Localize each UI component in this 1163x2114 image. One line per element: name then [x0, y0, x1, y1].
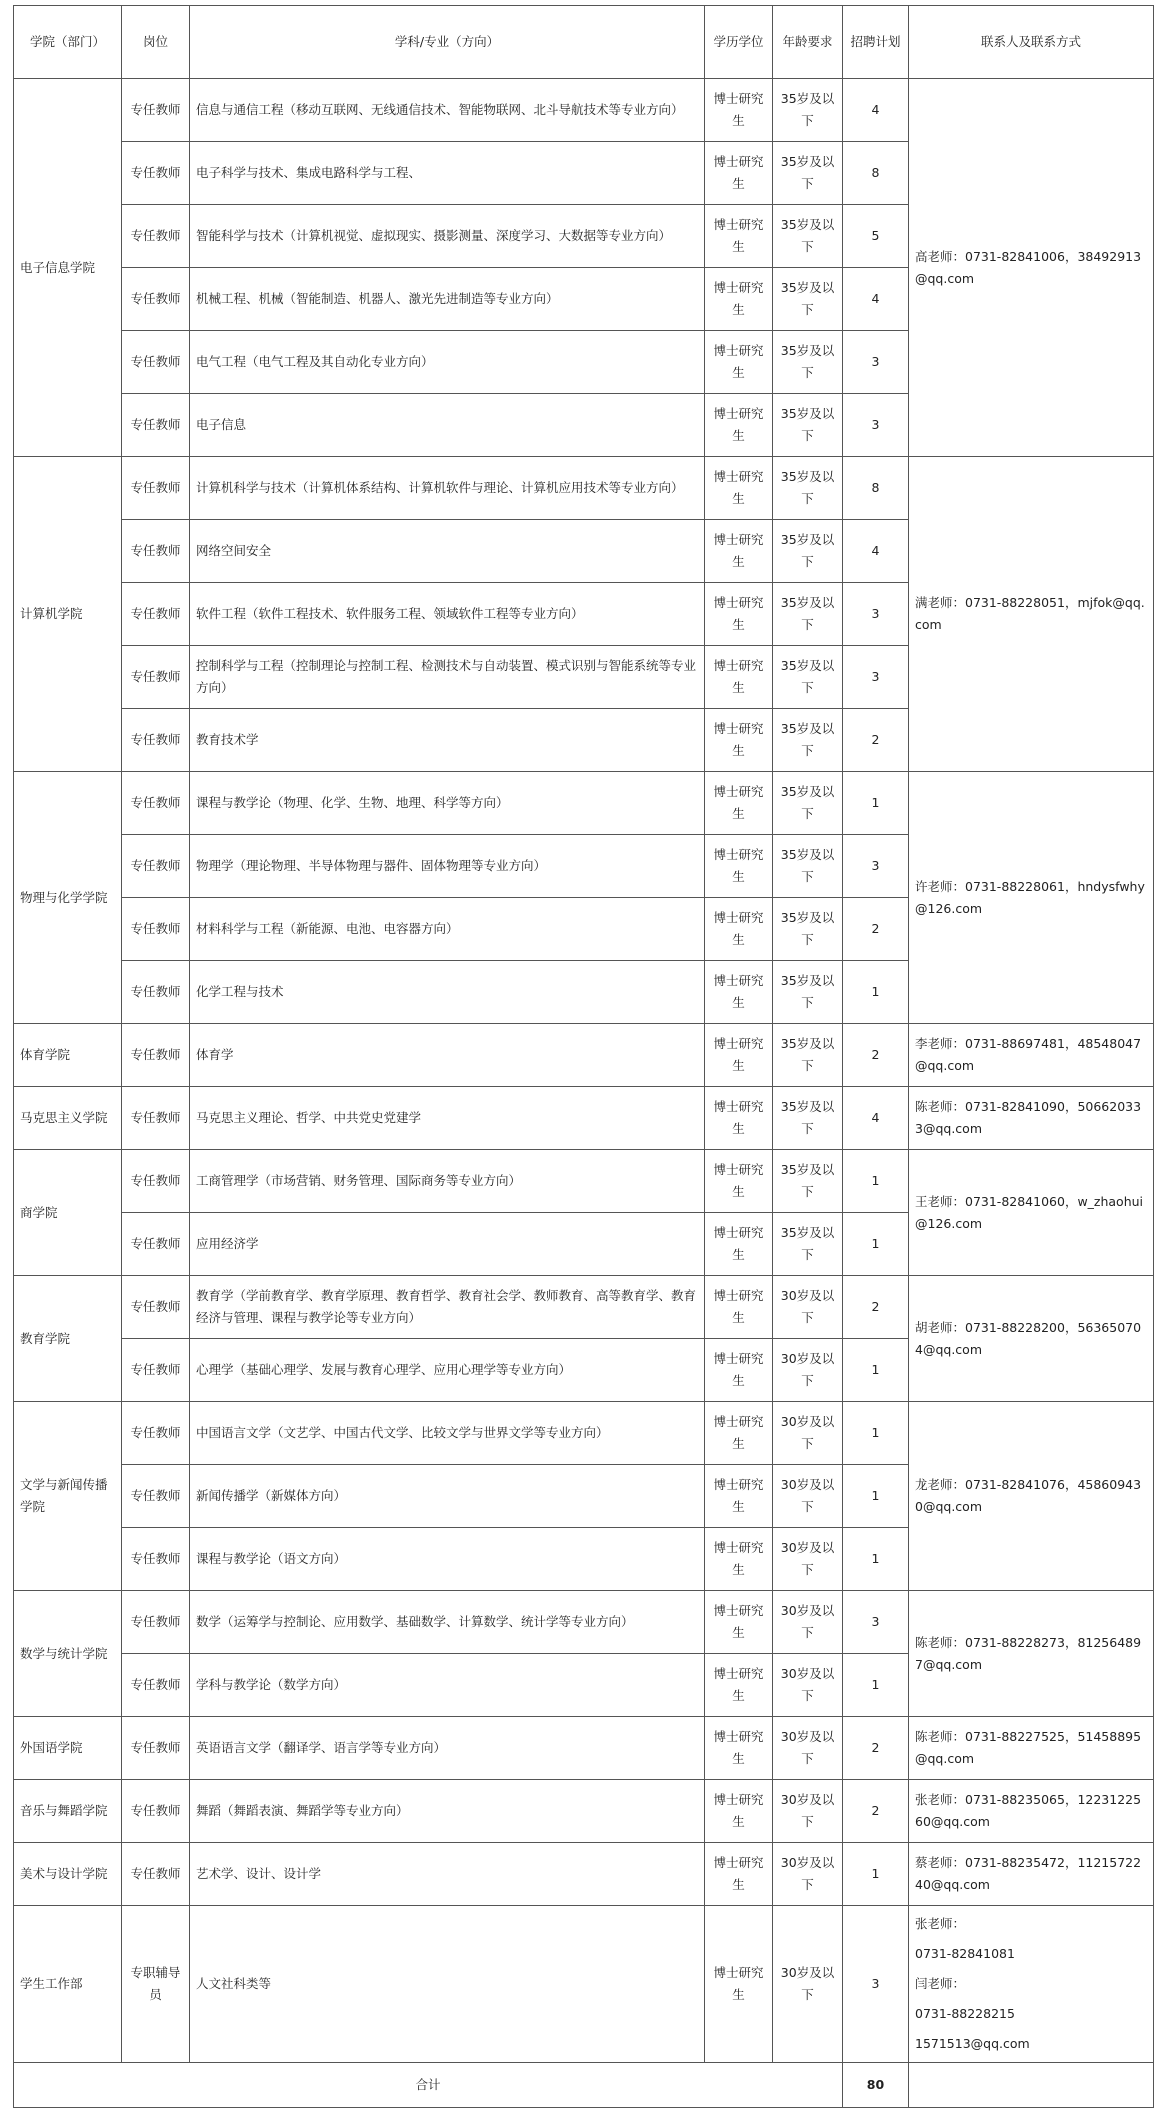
subject-cell: 舞蹈（舞蹈表演、舞蹈学等专业方向） — [190, 1780, 705, 1843]
plan-cell: 3 — [843, 583, 909, 646]
subject-cell: 学科与教学论（数学方向） — [190, 1654, 705, 1717]
contact-cell: 胡老师：0731-88228200，563650704@qq.com — [909, 1276, 1154, 1402]
degree-cell: 博士研究生 — [705, 1780, 773, 1843]
position-cell: 专任教师 — [122, 646, 190, 709]
plan-cell: 5 — [843, 205, 909, 268]
table-row — [14, 772, 1154, 835]
subject-cell: 数学（运筹学与控制论、应用数学、基础数学、计算数学、统计学等专业方向） — [190, 1591, 705, 1654]
plan-cell: 3 — [843, 394, 909, 457]
subject-cell: 智能科学与技术（计算机视觉、虚拟现实、摄影测量、深度学习、大数据等专业方向） — [190, 205, 705, 268]
position-cell: 专任教师 — [122, 709, 190, 772]
degree-cell: 博士研究生 — [705, 1024, 773, 1087]
header-subject: 学科/专业（方向） — [190, 6, 705, 79]
position-cell: 专任教师 — [122, 1591, 190, 1654]
plan-cell: 3 — [843, 646, 909, 709]
position-cell: 专职辅导员 — [122, 1906, 190, 2063]
contact-line: 0731-88228215 — [915, 2006, 1015, 2021]
age-cell: 35岁及以下 — [773, 457, 843, 520]
college-cell: 商学院 — [14, 1150, 122, 1276]
table-row — [14, 1591, 1154, 1654]
age-cell: 30岁及以下 — [773, 1339, 843, 1402]
position-cell: 专任教师 — [122, 1654, 190, 1717]
subject-cell: 物理学（理论物理、半导体物理与器件、固体物理等专业方向） — [190, 835, 705, 898]
college-cell: 数学与统计学院 — [14, 1591, 122, 1717]
position-cell: 专任教师 — [122, 268, 190, 331]
age-cell: 30岁及以下 — [773, 1654, 843, 1717]
degree-cell: 博士研究生 — [705, 898, 773, 961]
degree-cell: 博士研究生 — [705, 961, 773, 1024]
table-row — [14, 457, 1154, 520]
age-cell: 35岁及以下 — [773, 1087, 843, 1150]
position-cell: 专任教师 — [122, 1780, 190, 1843]
degree-cell: 博士研究生 — [705, 1843, 773, 1906]
plan-cell: 8 — [843, 457, 909, 520]
plan-cell: 3 — [843, 331, 909, 394]
subject-cell: 计算机科学与技术（计算机体系结构、计算机软件与理论、计算机应用技术等专业方向） — [190, 457, 705, 520]
position-cell: 专任教师 — [122, 1843, 190, 1906]
plan-cell: 4 — [843, 1087, 909, 1150]
plan-cell: 1 — [843, 772, 909, 835]
plan-cell: 1 — [843, 1654, 909, 1717]
college-cell: 物理与化学学院 — [14, 772, 122, 1024]
total-row — [14, 2063, 1154, 2108]
position-cell: 专任教师 — [122, 898, 190, 961]
degree-cell: 博士研究生 — [705, 835, 773, 898]
degree-cell: 博士研究生 — [705, 1465, 773, 1528]
position-cell: 专任教师 — [122, 1465, 190, 1528]
total-empty-cell — [909, 2063, 1154, 2108]
subject-cell: 软件工程（软件工程技术、软件服务工程、领域软件工程等专业方向） — [190, 583, 705, 646]
age-cell: 30岁及以下 — [773, 1402, 843, 1465]
degree-cell: 博士研究生 — [705, 520, 773, 583]
degree-cell: 博士研究生 — [705, 1402, 773, 1465]
age-cell: 35岁及以下 — [773, 1150, 843, 1213]
position-cell: 专任教师 — [122, 1213, 190, 1276]
age-cell: 30岁及以下 — [773, 1465, 843, 1528]
degree-cell: 博士研究生 — [705, 1150, 773, 1213]
contact-cell: 陈老师：0731-88227525，51458895@qq.com — [909, 1717, 1154, 1780]
header-contact: 联系人及联系方式 — [909, 6, 1154, 79]
plan-cell: 1 — [843, 1213, 909, 1276]
age-cell: 35岁及以下 — [773, 79, 843, 142]
degree-cell: 博士研究生 — [705, 709, 773, 772]
position-cell: 专任教师 — [122, 583, 190, 646]
plan-cell: 1 — [843, 1465, 909, 1528]
position-cell: 专任教师 — [122, 1717, 190, 1780]
table-row — [14, 1276, 1154, 1339]
plan-cell: 2 — [843, 1024, 909, 1087]
college-cell: 美术与设计学院 — [14, 1843, 122, 1906]
subject-cell: 人文社科类等 — [190, 1906, 705, 2063]
header-position: 岗位 — [122, 6, 190, 79]
age-cell: 30岁及以下 — [773, 1591, 843, 1654]
degree-cell: 博士研究生 — [705, 646, 773, 709]
plan-cell: 2 — [843, 1780, 909, 1843]
age-cell: 35岁及以下 — [773, 583, 843, 646]
college-cell: 马克思主义学院 — [14, 1087, 122, 1150]
contact-cell: 满老师：0731-88228051，mjfok@qq.com — [909, 457, 1154, 772]
position-cell: 专任教师 — [122, 520, 190, 583]
contact-cell: 陈老师：0731-82841090，506620333@qq.com — [909, 1087, 1154, 1150]
degree-cell: 博士研究生 — [705, 268, 773, 331]
age-cell: 35岁及以下 — [773, 898, 843, 961]
degree-cell: 博士研究生 — [705, 1654, 773, 1717]
subject-cell: 电气工程（电气工程及其自动化专业方向） — [190, 331, 705, 394]
plan-cell: 3 — [843, 1591, 909, 1654]
subject-cell: 中国语言文学（文艺学、中国古代文学、比较文学与世界文学等专业方向） — [190, 1402, 705, 1465]
contact-cell: 许老师：0731-88228061，hndysfwhy@126.com — [909, 772, 1154, 1024]
degree-cell: 博士研究生 — [705, 394, 773, 457]
position-cell: 专任教师 — [122, 1087, 190, 1150]
degree-cell: 博士研究生 — [705, 1717, 773, 1780]
subject-cell: 教育学（学前教育学、教育学原理、教育哲学、教育社会学、教师教育、高等教育学、教育经济与管理、课程与教学论等专业方向） — [190, 1276, 705, 1339]
age-cell: 35岁及以下 — [773, 394, 843, 457]
age-cell: 30岁及以下 — [773, 1528, 843, 1591]
plan-cell: 8 — [843, 142, 909, 205]
college-cell: 教育学院 — [14, 1276, 122, 1402]
contact-line: 张老师： — [915, 1916, 966, 1931]
table-row-student-affairs — [14, 1906, 1154, 2063]
age-cell: 30岁及以下 — [773, 1906, 843, 2063]
subject-cell: 控制科学与工程（控制理论与控制工程、检测技术与自动装置、模式识别与智能系统等专业方向） — [190, 646, 705, 709]
table-row — [14, 79, 1154, 142]
position-cell: 专任教师 — [122, 457, 190, 520]
age-cell: 35岁及以下 — [773, 709, 843, 772]
subject-cell: 材料科学与工程（新能源、电池、电容器方向） — [190, 898, 705, 961]
table-row — [14, 1780, 1154, 1843]
contact-cell — [909, 1906, 1154, 2063]
contact-line: 闫老师： — [915, 1976, 966, 1991]
plan-cell: 2 — [843, 709, 909, 772]
age-cell: 35岁及以下 — [773, 268, 843, 331]
contact-cell: 李老师：0731-88697481，48548047@qq.com — [909, 1024, 1154, 1087]
table-body — [14, 79, 1154, 2108]
plan-cell: 1 — [843, 1843, 909, 1906]
subject-cell: 教育技术学 — [190, 709, 705, 772]
contact-cell: 高老师：0731-82841006，38492913@qq.com — [909, 79, 1154, 457]
age-cell: 30岁及以下 — [773, 1780, 843, 1843]
plan-cell: 4 — [843, 520, 909, 583]
contact-cell: 王老师：0731-82841060，w_zhaohui@126.com — [909, 1150, 1154, 1276]
plan-cell: 2 — [843, 1717, 909, 1780]
subject-cell: 电子信息 — [190, 394, 705, 457]
age-cell: 30岁及以下 — [773, 1717, 843, 1780]
college-cell: 学生工作部 — [14, 1906, 122, 2063]
plan-cell: 3 — [843, 1906, 909, 2063]
degree-cell: 博士研究生 — [705, 1276, 773, 1339]
position-cell: 专任教师 — [122, 772, 190, 835]
contact-cell: 蔡老师：0731-88235472，1121572240@qq.com — [909, 1843, 1154, 1906]
contact-cell: 陈老师：0731-88228273，812564897@qq.com — [909, 1591, 1154, 1717]
subject-cell: 马克思主义理论、哲学、中共党史党建学 — [190, 1087, 705, 1150]
college-cell: 音乐与舞蹈学院 — [14, 1780, 122, 1843]
plan-cell: 1 — [843, 1402, 909, 1465]
age-cell: 35岁及以下 — [773, 1213, 843, 1276]
contact-cell: 龙老师：0731-82841076，458609430@qq.com — [909, 1402, 1154, 1591]
plan-cell: 2 — [843, 898, 909, 961]
table-row — [14, 1150, 1154, 1213]
table-row — [14, 1402, 1154, 1465]
degree-cell: 博士研究生 — [705, 79, 773, 142]
position-cell: 专任教师 — [122, 331, 190, 394]
degree-cell: 博士研究生 — [705, 331, 773, 394]
plan-cell: 1 — [843, 1528, 909, 1591]
table-row — [14, 1024, 1154, 1087]
plan-cell: 2 — [843, 1276, 909, 1339]
position-cell: 专任教师 — [122, 205, 190, 268]
position-cell: 专任教师 — [122, 1402, 190, 1465]
table-row — [14, 1717, 1154, 1780]
subject-cell: 机械工程、机械（智能制造、机器人、激光先进制造等专业方向） — [190, 268, 705, 331]
subject-cell: 网络空间安全 — [190, 520, 705, 583]
total-value: 80 — [843, 2063, 909, 2108]
subject-cell: 体育学 — [190, 1024, 705, 1087]
position-cell: 专任教师 — [122, 961, 190, 1024]
header-degree: 学历学位 — [705, 6, 773, 79]
plan-cell: 4 — [843, 268, 909, 331]
age-cell: 35岁及以下 — [773, 835, 843, 898]
position-cell: 专任教师 — [122, 1276, 190, 1339]
position-cell: 专任教师 — [122, 1024, 190, 1087]
degree-cell: 博士研究生 — [705, 205, 773, 268]
subject-cell: 信息与通信工程（移动互联网、无线通信技术、智能物联网、北斗导航技术等专业方向） — [190, 79, 705, 142]
position-cell: 专任教师 — [122, 394, 190, 457]
subject-cell: 心理学（基础心理学、发展与教育心理学、应用心理学等专业方向） — [190, 1339, 705, 1402]
college-cell: 电子信息学院 — [14, 79, 122, 457]
contact-line: 0731-82841081 — [915, 1946, 1015, 1961]
header-plan: 招聘计划 — [843, 6, 909, 79]
age-cell: 35岁及以下 — [773, 142, 843, 205]
age-cell: 35岁及以下 — [773, 772, 843, 835]
contact-line: 1571513@qq.com — [915, 2036, 1030, 2051]
position-cell: 专任教师 — [122, 79, 190, 142]
plan-cell: 4 — [843, 79, 909, 142]
header-college: 学院（部门） — [14, 6, 122, 79]
subject-cell: 工商管理学（市场营销、财务管理、国际商务等专业方向） — [190, 1150, 705, 1213]
degree-cell: 博士研究生 — [705, 457, 773, 520]
degree-cell: 博士研究生 — [705, 1339, 773, 1402]
table-header-row — [14, 6, 1154, 79]
header-age: 年龄要求 — [773, 6, 843, 79]
degree-cell: 博士研究生 — [705, 1213, 773, 1276]
table-row — [14, 1843, 1154, 1906]
plan-cell: 1 — [843, 961, 909, 1024]
degree-cell: 博士研究生 — [705, 1528, 773, 1591]
plan-cell: 1 — [843, 1150, 909, 1213]
degree-cell: 博士研究生 — [705, 142, 773, 205]
degree-cell: 博士研究生 — [705, 772, 773, 835]
degree-cell: 博士研究生 — [705, 1906, 773, 2063]
subject-cell: 艺术学、设计、设计学 — [190, 1843, 705, 1906]
total-label: 合计 — [14, 2063, 843, 2108]
subject-cell: 应用经济学 — [190, 1213, 705, 1276]
college-cell: 计算机学院 — [14, 457, 122, 772]
position-cell: 专任教师 — [122, 835, 190, 898]
plan-cell: 3 — [843, 835, 909, 898]
subject-cell: 新闻传播学（新媒体方向） — [190, 1465, 705, 1528]
recruitment-table — [13, 5, 1154, 2108]
position-cell: 专任教师 — [122, 142, 190, 205]
table-row — [14, 1087, 1154, 1150]
subject-cell: 英语语言文学（翻译学、语言学等专业方向） — [190, 1717, 705, 1780]
degree-cell: 博士研究生 — [705, 583, 773, 646]
age-cell: 35岁及以下 — [773, 331, 843, 394]
age-cell: 35岁及以下 — [773, 520, 843, 583]
age-cell: 35岁及以下 — [773, 205, 843, 268]
college-cell: 文学与新闻传播学院 — [14, 1402, 122, 1591]
age-cell: 30岁及以下 — [773, 1843, 843, 1906]
position-cell: 专任教师 — [122, 1150, 190, 1213]
subject-cell: 化学工程与技术 — [190, 961, 705, 1024]
plan-cell: 1 — [843, 1339, 909, 1402]
subject-cell: 课程与教学论（物理、化学、生物、地理、科学等方向） — [190, 772, 705, 835]
degree-cell: 博士研究生 — [705, 1591, 773, 1654]
age-cell: 35岁及以下 — [773, 961, 843, 1024]
contact-cell: 张老师：0731-88235065，1223122560@qq.com — [909, 1780, 1154, 1843]
college-cell: 体育学院 — [14, 1024, 122, 1087]
subject-cell: 电子科学与技术、集成电路科学与工程、 — [190, 142, 705, 205]
age-cell: 35岁及以下 — [773, 1024, 843, 1087]
degree-cell: 博士研究生 — [705, 1087, 773, 1150]
college-cell: 外国语学院 — [14, 1717, 122, 1780]
age-cell: 30岁及以下 — [773, 1276, 843, 1339]
age-cell: 35岁及以下 — [773, 646, 843, 709]
position-cell: 专任教师 — [122, 1528, 190, 1591]
position-cell: 专任教师 — [122, 1339, 190, 1402]
subject-cell: 课程与教学论（语文方向） — [190, 1528, 705, 1591]
